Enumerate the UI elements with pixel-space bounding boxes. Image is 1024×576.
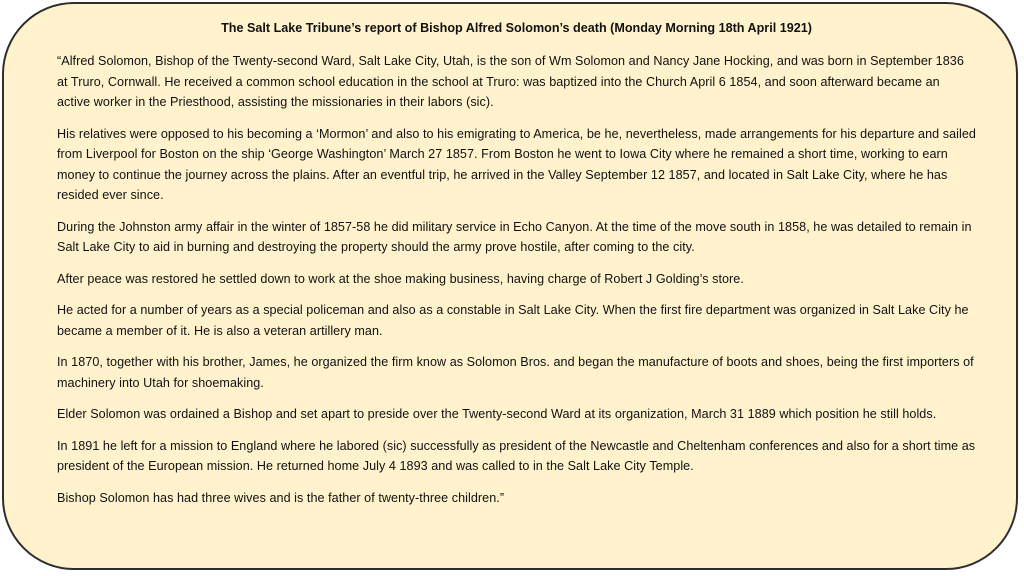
paragraph-4: After peace was restored he settled down to work at the shoe making business, having charge of Robert J Golding’s store. xyxy=(57,271,744,286)
paragraph-2: His relatives were opposed to his becoming a ‘Mormon’ and also to his emigrating to America, be he, nevertheless, made arrangements for his departure and sailed from Liverpool for Boston on the ship ‘George Washington’ March 27 1857. From Boston he went to Iowa City where he remained a short time, working to earn money to continue the journey across the plains. After an eventful trip, he arrived in the Valley September 12 1857, and located in Salt Lake City, where he has resided ever since. xyxy=(57,126,976,202)
paragraph-5: He acted for a number of years as a special policeman and also as a constable in Salt Lake City. When the first fire department was organized in Salt Lake City he became a member of it. He is also a veteran artillery man. xyxy=(57,303,969,338)
paragraph-6: In 1870, together with his brother, James, he organized the firm know as Solomon Bros. and began the manufacture of boots and shoes, being the first importers of machinery into Utah for shoemaking. xyxy=(57,355,974,390)
paragraph-8: In 1891 he left for a mission to England where he labored (sic) successfully as president of the Newcastle and Cheltenham conferences and also for a short time as president of the European mission. He returned home July 4 1893 and was called to in the Salt Lake City Temple. xyxy=(57,438,976,473)
paragraph-7: Elder Solomon was ordained a Bishop and set apart to preside over the Twenty-second Ward at its organization, March 31 1889 which position he still holds. xyxy=(57,407,937,421)
article-title: The Salt Lake Tribune’s report of Bishop Alfred Solomon’s death (Monday Morning 18th April 1921) xyxy=(221,21,812,35)
paragraph-1: “Alfred Solomon, Bishop of the Twenty-second Ward, Salt Lake City, Utah, is the son of Wm Solomon and Nancy Jane Hocking, and was born in September 1836 at Truro, Cornwall. He received a common school education in the school at Truro: was baptized into the Church April 6 1854, and soon afterward became an active worker in the Priesthood, assisting the missionaries in their labors (sic). xyxy=(57,54,964,109)
paragraph-9: Bishop Solomon has had three wives and is the father of twenty-three children.” xyxy=(57,490,505,505)
article-card xyxy=(2,2,1018,570)
paragraph-3: During the Johnston army affair in the winter of 1857-58 he did military service in Echo Canyon. At the time of the move south in 1858, he was detailed to remain in Salt Lake City to aid in burning and destroying the property should the army prove hostile, after coming to the city. xyxy=(57,219,972,254)
